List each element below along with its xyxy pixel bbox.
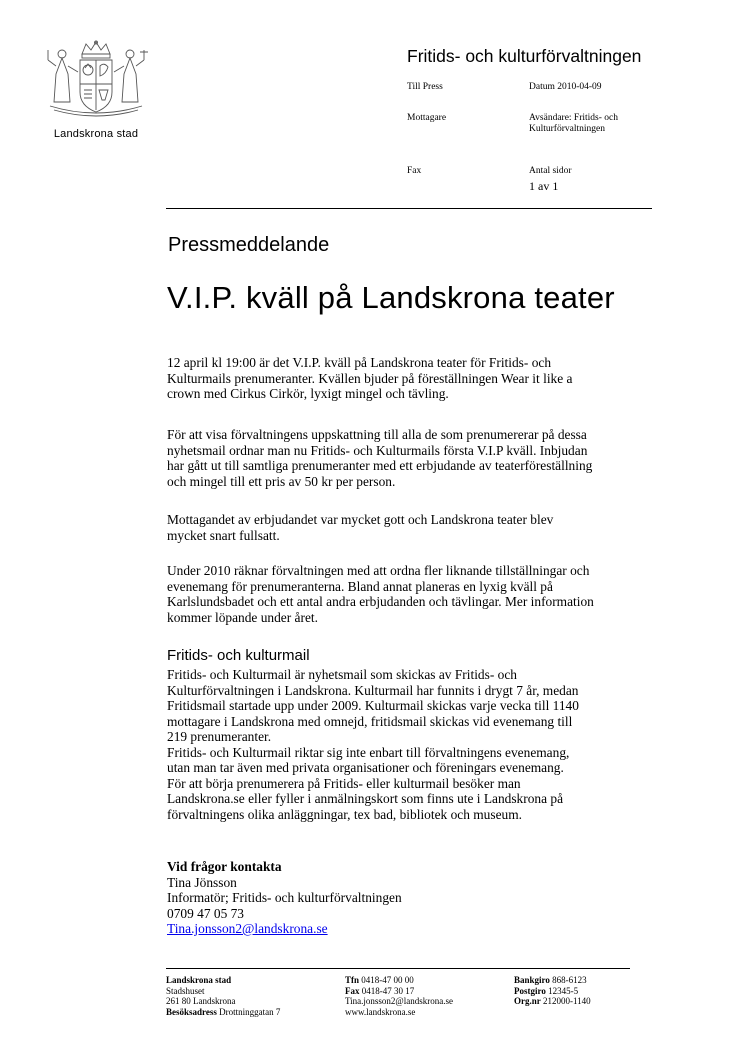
contact-role: Informatör; Fritids- och kulturförvaltningen [167,890,402,905]
section-body [167,667,667,822]
footer-email[interactable]: Tina.jonsson2@landskrona.se [345,996,453,1006]
footer-visit-label: Besöksadress [166,1006,217,1017]
to-field: Till Press [407,82,443,92]
footer-postgiro-label: Postgiro [514,985,546,996]
text-line: utan man tar även med privata organisationer och föreningars evenemang. [167,760,564,775]
logo-text: Landskrona stad [53,128,139,140]
date-field: Datum 2010-04-09 [529,82,602,92]
sender-field [529,113,618,135]
contact-email-link[interactable]: Tina.jonsson2@landskrona.se [167,921,328,936]
paragraph-1 [167,355,667,402]
fax-label: Fax [407,166,422,176]
text-line: evenemang för prenumeranterna. Bland annat planeras en lyxig kväll på [167,578,553,594]
paragraph-3 [167,512,667,543]
text-line: mycket snart fullsatt. [167,527,280,543]
text-line: Mottagandet av erbjudandet var mycket gott och Landskrona teater blev [167,512,554,527]
text-line: Under 2010 räknar förvaltningen med att ordna fler liknande tillställningar och [167,563,590,578]
department-name: Fritids- och kulturförvaltningen [407,46,642,66]
text-line: och mingel till ett pris av 50 kr per person. [167,473,396,489]
footer-building: Stadshuset [166,985,205,996]
footer-address [166,975,280,1017]
text-line: Fritids- och Kulturmail är nyhetsmail som skickas av Fritids- och [167,667,517,682]
text-line: 219 prenumeranter. [167,729,272,744]
footer-bankgiro-label: Bankgiro [514,975,550,985]
pages-label: Antal sidor [529,166,572,176]
contact-phone: 0709 47 05 73 [167,905,244,921]
footer-contact [345,975,453,1017]
section-heading: Fritids- och kulturmail [167,647,310,664]
text-line: mottagare i Landskrona med omnejd, fritidsmail skickas vid evenemang till [167,713,573,729]
footer-postal: 261 80 Landskrona [166,996,236,1006]
footer-tfn-value: 0418-47 00 00 [361,975,414,985]
coat-of-arms-icon [44,40,148,124]
text-line: För att visa förvaltningens uppskattning till alla de som prenumererar på dessa [167,427,587,442]
sender-line-2: Kulturförvaltningen [529,124,605,134]
footer-visit-value: Drottninggatan 7 [219,1006,281,1017]
pages-field [529,166,571,193]
footer-bankgiro-value: 868-6123 [552,975,587,985]
footer-divider [166,968,630,969]
recipient-label: Mottagare [407,113,447,123]
document-title: V.I.P. kväll på Landskrona teater [167,280,615,315]
header-divider [166,208,652,209]
footer-fax-label: Fax [345,985,360,996]
footer-banking [514,975,591,1007]
contact-name: Tina Jönsson [167,874,237,890]
text-line: Karlslundsbadet och ett antal andra erbjudanden och tävlingar. Mer information [167,594,594,609]
text-line: nyhetsmail ordnar man nu Fritids- och Kulturmails första V.I.P kväll. Inbjudan [167,442,588,458]
contact-heading: Vid frågor kontakta [167,859,282,874]
pages-value: 1 av 1 [529,179,559,193]
text-line: Landskrona.se eller fyller i anmälningskort som finns ute i Landskrona på [167,791,564,806]
text-line: har gått ut till samtliga prenumeranter med ett erbjudande av teaterföreställning [167,458,593,473]
footer-web[interactable]: www.landskrona.se [345,1006,416,1017]
text-line: 12 april kl 19:00 är det V.I.P. kväll på Landskrona teater för Fritids- och [167,355,552,370]
paragraph-4 [167,563,667,625]
footer-tfn-label: Tfn [345,975,360,985]
text-line: kommer löpande under året. [167,609,318,625]
landskrona-logo [36,40,160,146]
footer-postgiro-value: 12345-5 [548,985,579,996]
sender-line-1: Avsändare: Fritids- och [529,113,618,123]
text-line: Kulturförvaltningen i Landskrona. Kulturmail har funnits i drygt 7 år, medan [167,682,579,698]
text-line: Kulturmails prenumeranter. Kvällen bjuder på föreställningen Wear it like a [167,370,573,386]
footer-orgnr-label: Org.nr [514,996,541,1006]
paragraph-2 [167,427,667,489]
text-line: förvaltningens olika anläggningar, tex bad, bibliotek och museum. [167,806,522,822]
text-line: crown med Cirkus Cirkör, lyxigt mingel och tävling. [167,386,449,401]
footer-fax-value: 0418-47 30 17 [361,985,415,996]
document-kicker: Pressmeddelande [168,234,330,256]
text-line: För att börja prenumerera på Fritids- eller kulturmail besöker man [167,775,521,791]
text-line: Fritidsmail startade upp under 2009. Kulturmail skickas varje vecka till 1140 [167,698,579,713]
footer-org: Landskrona stad [166,975,232,985]
contact-block [167,859,667,937]
text-line: Fritids- och Kulturmail riktar sig inte enbart till förvaltningens evenemang, [167,744,570,760]
footer-orgnr-value: 212000-1140 [543,996,591,1006]
